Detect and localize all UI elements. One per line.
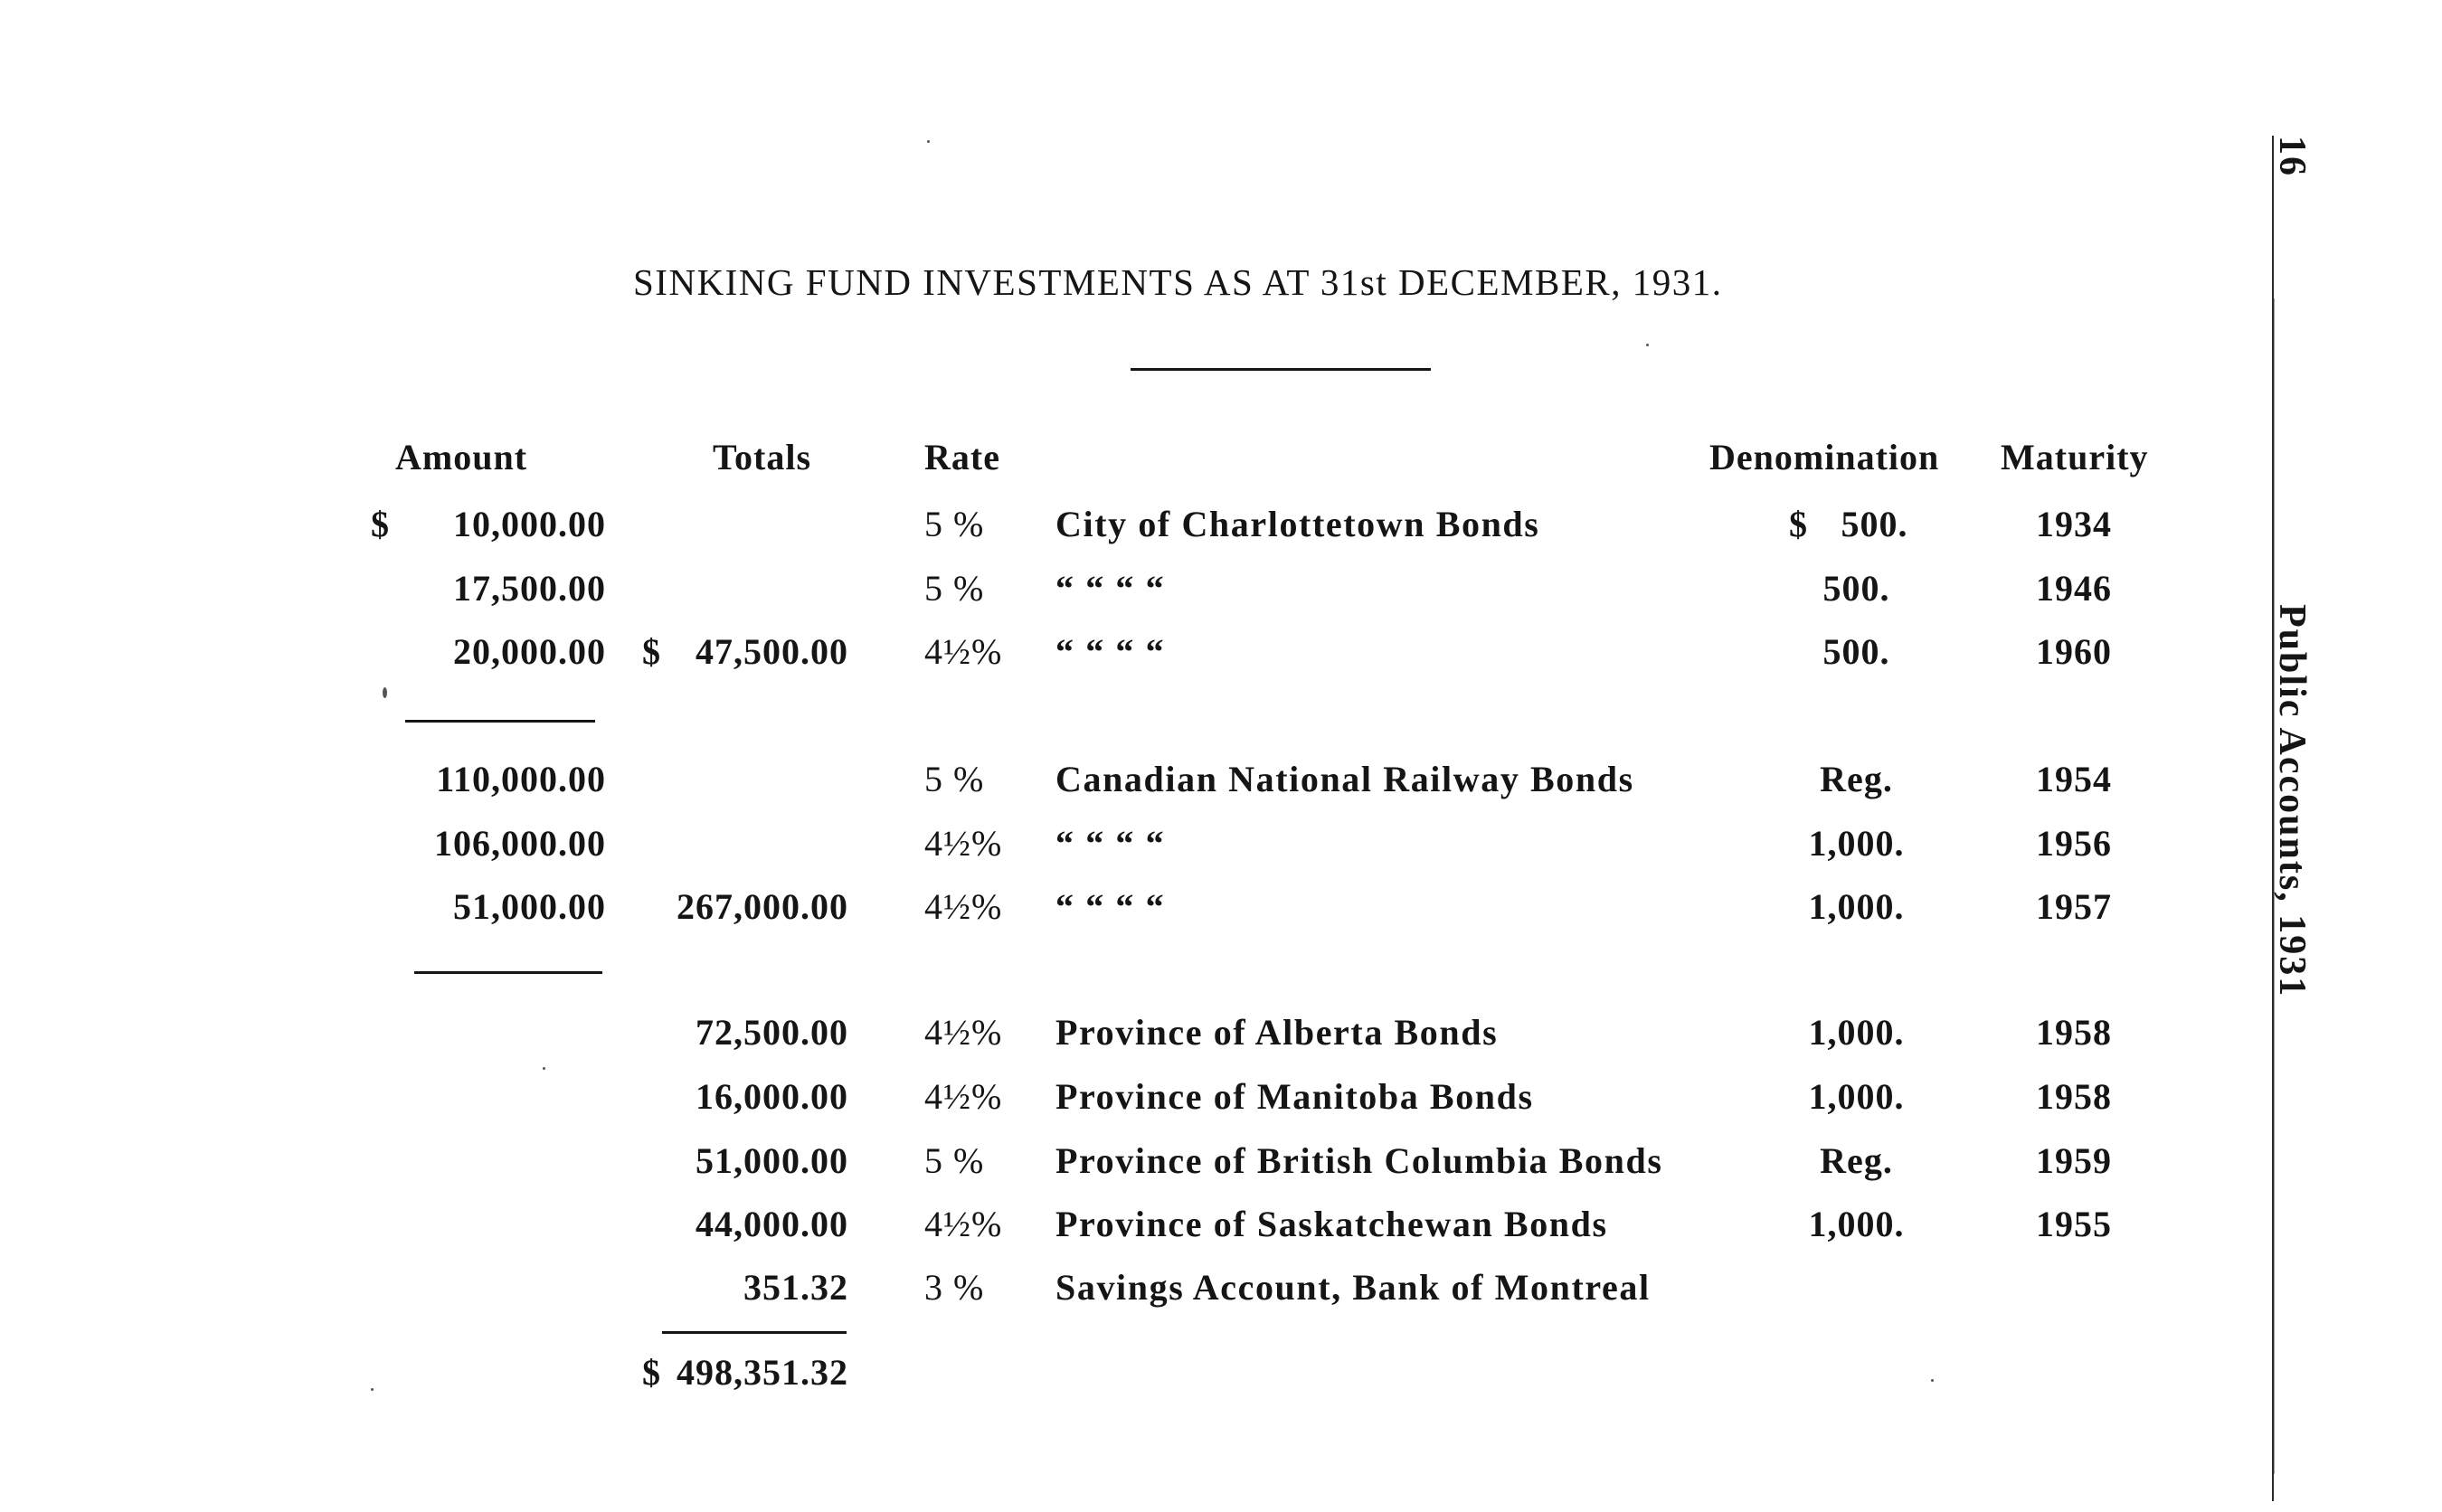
subtotal-rule xyxy=(405,720,595,723)
maturity-cell: 1956 xyxy=(2036,823,2112,864)
totals-cell: 267,000.00 xyxy=(677,886,848,927)
maturity-cell: 1955 xyxy=(2036,1204,2112,1244)
amount-cell: 20,000.00 xyxy=(453,631,606,672)
denomination-cell: 500. xyxy=(1841,504,1908,544)
rate-cell: 5 % xyxy=(924,759,985,799)
denomination-cell: 1,000. xyxy=(1808,1076,1905,1117)
rate-cell: 4½% xyxy=(924,631,1003,672)
denomination-dollar: $ xyxy=(1789,504,1808,544)
rate-cell: 3 % xyxy=(924,1267,985,1308)
header-totals: Totals xyxy=(713,437,812,477)
totals-cell: 16,000.00 xyxy=(696,1076,848,1117)
rate-cell: 4½% xyxy=(924,1012,1003,1053)
maturity-cell: 1934 xyxy=(2036,504,2112,544)
header-amount: Amount xyxy=(395,437,528,477)
amount-cell: 10,000.00 xyxy=(453,504,606,544)
description-cell: Province of Alberta Bonds xyxy=(1055,1012,1499,1053)
amount-cell: 110,000.00 xyxy=(436,759,606,799)
description-cell: “ “ “ “ xyxy=(1055,568,1166,609)
header-maturity: Maturity xyxy=(2001,437,2149,477)
denomination-cell: 500. xyxy=(1822,631,1890,672)
grand-total-dollar: $ xyxy=(642,1352,661,1393)
running-head: Public Accounts, 1931 xyxy=(2271,604,2313,998)
description-cell: Savings Account, Bank of Montreal xyxy=(1055,1267,1651,1308)
description-cell: Province of Manitoba Bonds xyxy=(1055,1076,1534,1117)
description-cell: Canadian National Railway Bonds xyxy=(1055,759,1634,799)
rate-cell: 4½% xyxy=(924,886,1003,927)
maturity-cell: 1960 xyxy=(2036,631,2112,672)
maturity-cell: 1958 xyxy=(2036,1076,2112,1117)
ink-speck xyxy=(383,687,387,698)
ink-speck xyxy=(927,140,930,143)
denomination-cell: 1,000. xyxy=(1808,1012,1905,1053)
rate-cell: 4½% xyxy=(924,1076,1003,1117)
maturity-cell: 1954 xyxy=(2036,759,2112,799)
totals-cell: 51,000.00 xyxy=(696,1140,848,1181)
denomination-cell: 1,000. xyxy=(1808,823,1905,864)
rate-cell: 4½% xyxy=(924,823,1003,864)
rate-cell: 5 % xyxy=(924,504,985,544)
rate-cell: 4½% xyxy=(924,1204,1003,1244)
description-cell: “ “ “ “ xyxy=(1055,886,1166,927)
denomination-cell: 1,000. xyxy=(1808,886,1905,927)
ink-speck xyxy=(371,1388,374,1391)
grand-total-rule xyxy=(662,1331,847,1334)
page-number: 16 xyxy=(2271,136,2313,177)
ink-speck xyxy=(543,1067,545,1070)
description-cell: Province of Saskatchewan Bonds xyxy=(1055,1204,1608,1244)
grand-total-value: 498,351.32 xyxy=(677,1352,848,1393)
rate-cell: 5 % xyxy=(924,1140,985,1181)
totals-cell: 72,500.00 xyxy=(696,1012,848,1053)
totals-cell: 351.32 xyxy=(743,1267,848,1308)
title-rule xyxy=(1131,368,1431,371)
page-title: SINKING FUND INVESTMENTS AS AT 31st DECEMBER, 1931. xyxy=(633,261,1723,303)
amount-dollar: $ xyxy=(371,504,390,544)
rate-cell: 5 % xyxy=(924,568,985,609)
description-cell: City of Charlottetown Bonds xyxy=(1055,504,1540,544)
amount-cell: 17,500.00 xyxy=(453,568,606,609)
subtotal-rule xyxy=(414,971,602,974)
maturity-cell: 1959 xyxy=(2036,1140,2112,1181)
totals-cell: 47,500.00 xyxy=(696,631,848,672)
header-denomination: Denomination xyxy=(1709,437,1940,477)
denomination-cell: Reg. xyxy=(1820,1140,1893,1181)
maturity-cell: 1946 xyxy=(2036,568,2112,609)
totals-cell: 44,000.00 xyxy=(696,1204,848,1244)
denomination-cell: Reg. xyxy=(1820,759,1893,799)
amount-cell: 106,000.00 xyxy=(434,823,606,864)
amount-cell: 51,000.00 xyxy=(453,886,606,927)
ink-speck xyxy=(1931,1379,1934,1382)
denomination-cell: 1,000. xyxy=(1808,1204,1905,1244)
header-rate: Rate xyxy=(924,437,1000,477)
maturity-cell: 1958 xyxy=(2036,1012,2112,1053)
denomination-cell: 500. xyxy=(1822,568,1890,609)
ink-speck xyxy=(1646,344,1649,346)
maturity-cell: 1957 xyxy=(2036,886,2112,927)
description-cell: Province of British Columbia Bonds xyxy=(1055,1140,1663,1181)
description-cell: “ “ “ “ xyxy=(1055,823,1166,864)
description-cell: “ “ “ “ xyxy=(1055,631,1166,672)
totals-dollar: $ xyxy=(642,631,661,672)
